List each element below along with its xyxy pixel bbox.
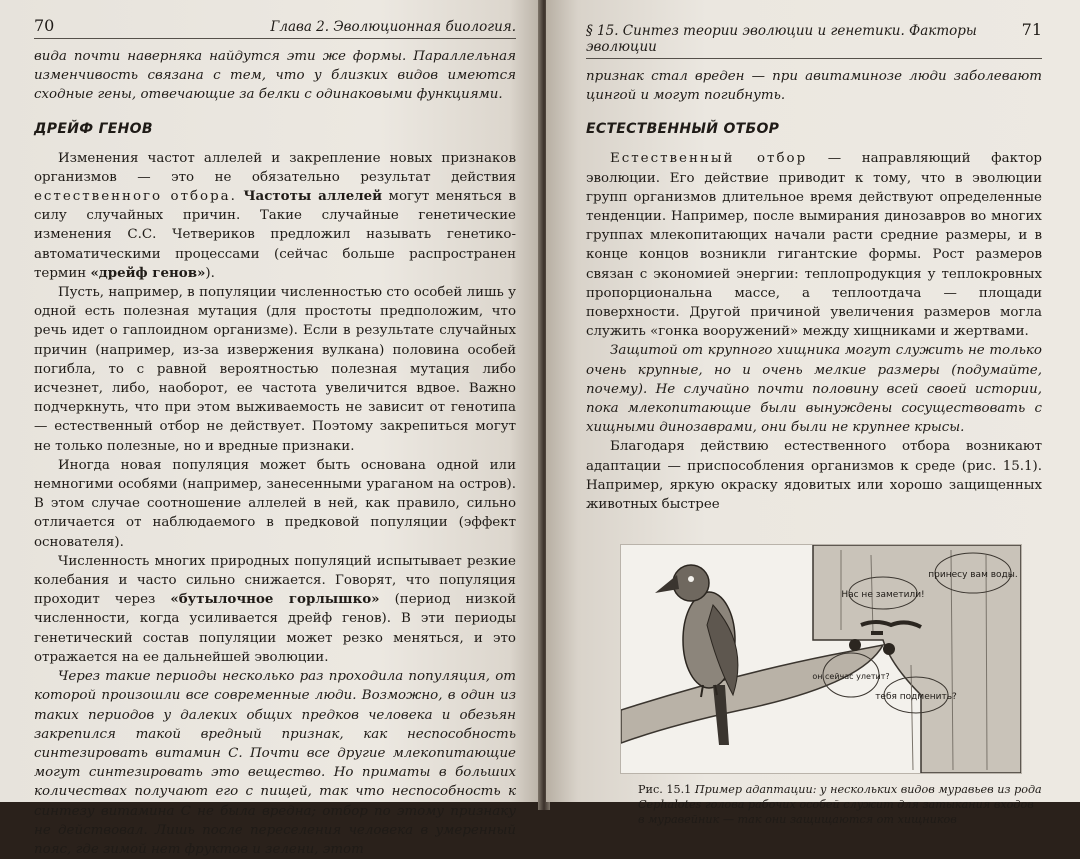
bird-head [673, 565, 709, 601]
term-allele-frequencies: Частоты аллелей [243, 188, 383, 205]
p1-text-b: могут меняться в силу случайных причин. Такие случайные генетические изменения С.С. Четвериков предложил называть генетико-автоматическими процессами (сейчас больше распространен термин [34, 189, 517, 281]
paragraph-drift-1 [34, 149, 516, 283]
tree-branch [621, 645, 883, 743]
paragraph-drift-3: Иногда новая популяция может быть основана одной или немногими особями (например, занесенными ураганом на остров). В этом случае соотношение аллелей в ней, как правило, сильно отличается от наблюдаемого в предковой популяции (эффект основателя). [34, 457, 516, 550]
caption-label: Рис. 15.1 [638, 783, 692, 797]
left-intro-paragraph: вида почти наверняка найдутся эти же формы. Параллельная изменчивость связана с тем, что у близких видов имеются сходные гены, отвечающие за белки с одинаковыми функциями. [34, 49, 516, 103]
ant-head-2 [883, 643, 895, 655]
bubble-4-text: тебя подменить? [875, 692, 957, 703]
p1-spaced-term: естественного отбора. [34, 189, 237, 205]
paragraph-drift-5: Через такие периоды несколько раз проходила популяция, от которой произошли все современные люди. Возможно, в один из таких периодов у далеких общих предков человека и обезьян закрепился такой вредный признак, как неспособность синтезировать витамин С. Почти все другие млекопитающие могут синтезировать это вещество. Но приматы в больших количествах получают его с пищей, так что неспособность к синтезу витамина С не была вредна; отбор по этому признаку не действовал. Лишь после переселения человека в умеренный пояс, где зимой нет фруктов и зелени, этот [34, 669, 516, 857]
figure-bird-and-ants [620, 544, 1022, 774]
paragraph-selection-3: Благодаря действию естественного отбора возникают адаптации — приспособления организмов к среде (рис. 15.1). Например, яркую окраску ядовитых или хорошо защищенных животных быстрее [586, 439, 1042, 513]
bird-eye [688, 576, 694, 582]
paragraph-selection-2: Защитой от крупного хищника могут служить не только очень крупные, но и очень мелкие размеры (подумайте, почему). Не случайно почти половину всей своей истории, пока млекопитающие были вынуждены сосуществовать с хищными динозаврами, они были не крупнее крысы. [586, 343, 1042, 436]
left-page-number: 70 [34, 16, 55, 35]
right-intro-paragraph: признак стал вреден — при авитаминозе люди заболевают цингой и могут погибнуть. [586, 69, 1042, 104]
figure-caption [638, 782, 1042, 827]
left-running-head [34, 16, 516, 39]
term-natural-selection: Естественный отбор [610, 151, 808, 167]
p1-selection-text: — направляющий фактор эволюции. Его действие приводит к тому, что в эволюции групп организмов длительное время действуют определенные тенденции. Например, после вымирания динозавров во многих группах млекопитающих начали расти средние размеры, и в конце концов возникли гигантские формы. Рост размеров связан с экономией энергии: теплопродукция у теплокровных пропорциональна массе, а теплоотдача — площади поверхности. Другой причиной увеличения размеров могла служить «гонка вооружений» между хищниками и жертвами. [586, 151, 1042, 340]
heading-gene-drift: ДРЕЙФ ГЕНОВ [34, 120, 153, 137]
right-running-head [586, 20, 1042, 59]
caption-text: Пример адаптации: у нескольких видов муравьев из рода Cephalotes голова рабочих особей служит для затыкания входов в муравейник — так они защищаются от хищников [638, 783, 1042, 827]
heading-natural-selection: ЕСТЕСТВЕННЫЙ ОТБОР [586, 121, 780, 138]
term-gene-drift: «дрейф генов» [90, 264, 206, 281]
right-page [546, 0, 1080, 827]
illustration-bird-ants [621, 545, 1021, 773]
ant-head-1 [849, 639, 861, 651]
bubble-1-text: Нас не заметили! [841, 590, 925, 601]
p1-text-a: Изменения частот аллелей и закрепление новых признаков организмов — это не обязательно результат действия [34, 150, 516, 185]
p4-text-b: (период низкой численности, когда усиливается дрейф генов). В эти периоды генетический состав популяции может резко меняться, и это отражается на ее дальнейшей эволюции. [34, 592, 516, 665]
p1-text-c: ). [205, 265, 215, 281]
p4-text-a: Численность многих природных популяций испытывает резкие колебания и часто сильно снижается. Говорят, что популяция проходит через [34, 553, 516, 608]
term-bottleneck: «бутылочное горлышко» [170, 591, 380, 608]
paragraph-selection-1 [586, 149, 1042, 341]
right-page-number: 71 [1021, 20, 1042, 39]
bubble-3-text: он сейчас улетит? [812, 672, 890, 682]
paragraph-drift-2: Пусть, например, в популяции численностью сто особей лишь у одной есть полезная мутация (для простоты предположим, что речь идет о гаплоидном организме). Если в результате случайных причин (например, из-за извержения вулкана) половина особей погибла, то с равной вероятностью полезная мутация либо исчезнет, либо, наоборот, ее частота увеличится вдвое. Важно подчеркнуть, что при этом выживаемость не зависит от генотипа — естественный отбор не действует. Поэтому закрепиться могут не только полезные, но и вредные признаки. [34, 285, 516, 454]
right-running-title: § 15. Синтез теории эволюции и генетики. Факторы эволюции [586, 23, 977, 55]
left-running-title: Глава 2. Эволюционная биология. [270, 19, 516, 35]
bubble-2-text: принесу вам воды. [928, 570, 1018, 581]
paragraph-drift-4 [34, 552, 516, 667]
